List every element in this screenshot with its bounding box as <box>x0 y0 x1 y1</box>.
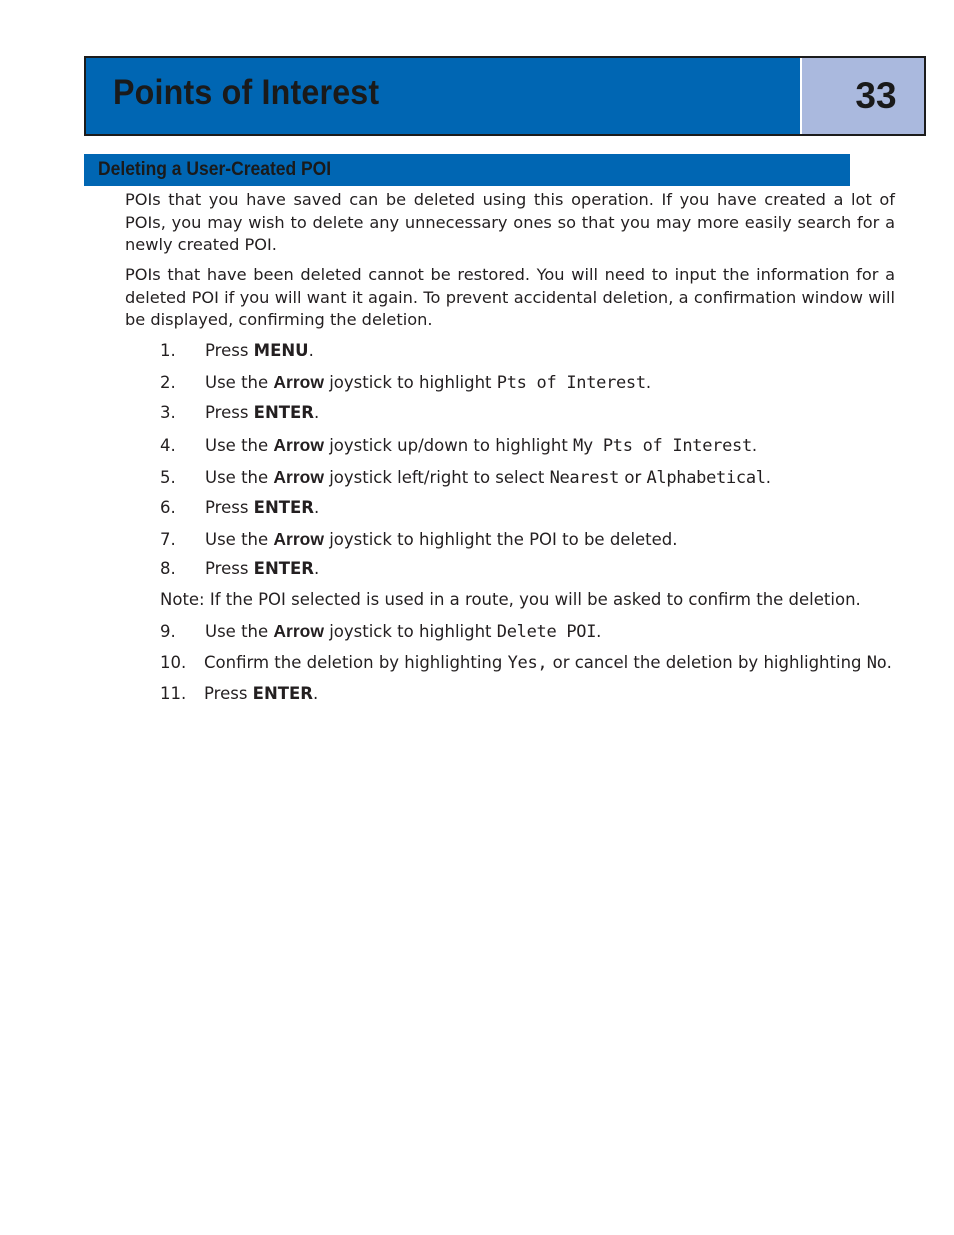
screen-label: Pts of Interest <box>496 373 646 393</box>
key-label: Arrow <box>273 467 324 487</box>
key-label: ENTER <box>253 403 314 422</box>
step-9 <box>160 620 920 643</box>
step-text: . <box>886 653 892 672</box>
step-1 <box>160 340 920 362</box>
step-text: Use the <box>205 622 274 641</box>
step-text: . <box>313 559 320 578</box>
step-8 <box>160 558 920 580</box>
screen-label: Nearest <box>549 468 620 488</box>
step-7 <box>160 528 920 551</box>
page-header <box>84 56 926 136</box>
step-text: . <box>645 373 652 392</box>
key-label: MENU <box>253 341 309 360</box>
intro-paragraph: POIs that you have saved can be deleted using this operation. If you have created a lot of POIs, you may wish to delete any unnecessary ones so that you may more easily search for a newly created POI. <box>125 190 895 254</box>
step-number: 7. <box>160 530 176 549</box>
step-text: . <box>312 684 319 703</box>
step-11 <box>160 683 920 705</box>
step-text: or <box>619 468 647 487</box>
step-text: Press <box>205 341 254 360</box>
step-text: . <box>751 436 758 455</box>
step-text: joystick left/right to select <box>323 468 550 487</box>
key-label: Arrow <box>273 621 324 641</box>
step-text: . <box>765 468 771 487</box>
step-text: joystick to highlight the POI to be deleted. <box>323 530 678 549</box>
warning-paragraph: POIs that have been deleted cannot be restored. You will need to input the information for a deleted POI if you will want it again. To prevent accidental deletion, a confirmation window will be displayed, confirming the deletion. <box>125 265 895 329</box>
note-text: Note: If the POI selected is used in a route, you will be asked to confirm the deletion. <box>160 590 861 609</box>
screen-label: No <box>866 653 887 673</box>
step-number: 1. <box>160 341 176 360</box>
key-label: Arrow <box>273 372 324 392</box>
step-text: joystick to highlight <box>323 622 497 641</box>
step-text: Use the <box>205 436 274 455</box>
screen-label: Yes, <box>507 653 548 673</box>
step-text: . <box>313 403 320 422</box>
step-6 <box>160 497 920 519</box>
step-text: . <box>313 498 320 517</box>
step-3 <box>160 402 920 424</box>
key-label: ENTER <box>253 498 314 517</box>
step-10 <box>160 652 920 674</box>
key-label: ENTER <box>253 559 314 578</box>
step-text: Press <box>204 684 253 703</box>
screen-label: Alphabetical <box>646 468 766 488</box>
step-number: 10. <box>160 653 187 672</box>
step-number: 3. <box>160 403 176 422</box>
step-text: Press <box>205 498 254 517</box>
page-title: Points of Interest <box>113 73 380 112</box>
step-4 <box>160 434 920 457</box>
header-title-box <box>86 58 802 134</box>
step-number: 11. <box>160 684 187 703</box>
step-text: . <box>308 341 314 360</box>
step-text: Use the <box>205 373 274 392</box>
step-2 <box>160 371 920 394</box>
key-label: Arrow <box>273 529 324 549</box>
step-text: Press <box>205 559 254 578</box>
step-text: . <box>596 622 602 641</box>
key-label: ENTER <box>252 684 313 703</box>
step-number: 6. <box>160 498 176 517</box>
step-number: 8. <box>160 559 176 578</box>
step-number: 2. <box>160 373 176 392</box>
screen-label: Delete POI <box>496 622 597 642</box>
step-text: or cancel the deletion by highlighting <box>547 653 867 672</box>
screen-label: My Pts of Interest <box>573 436 752 456</box>
step-text: Use the <box>205 530 274 549</box>
section-heading-bar <box>84 154 850 186</box>
page-number: 33 <box>855 75 897 116</box>
step-number: 9. <box>160 622 176 641</box>
step-text: joystick up/down to highlight <box>323 436 574 455</box>
step-text: Press <box>205 403 254 422</box>
step-text: joystick to highlight <box>323 373 497 392</box>
step-number: 5. <box>160 468 176 487</box>
section-title: Deleting a User-Created POI <box>98 159 332 180</box>
step-text: Confirm the deletion by highlighting <box>204 653 508 672</box>
step-number: 4. <box>160 436 176 455</box>
step-text: Use the <box>205 468 274 487</box>
step-5 <box>160 466 920 489</box>
key-label: Arrow <box>273 435 324 455</box>
page-number-box <box>802 58 924 134</box>
